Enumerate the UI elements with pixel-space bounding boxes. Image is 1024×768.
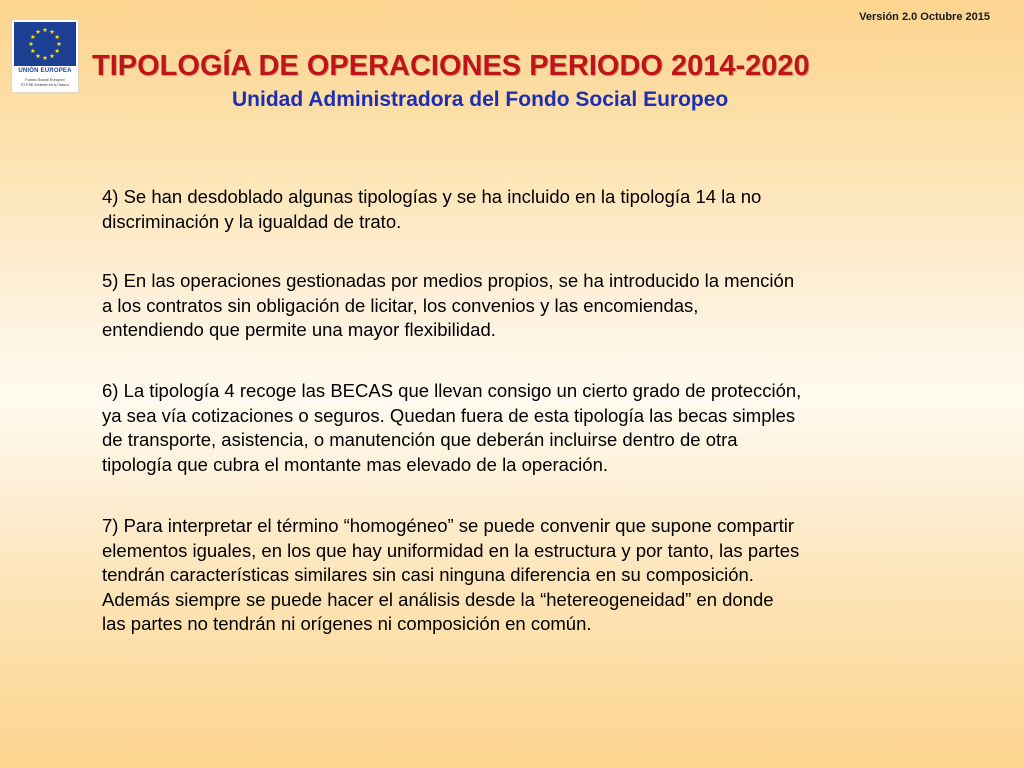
logo-subtitle-1: Fondo Social Europeo xyxy=(25,77,65,82)
logo-subtitle-2: El FSE invierte en tu futuro xyxy=(21,82,69,87)
paragraph-point-7: 7) Para interpretar el término “homogéneo” se puede convenir que supone compartir elementos iguales, en los que hay uniformidad en la estructura y por tanto, las partes tendrán características similares sin casi ninguna diferencia en su composición. Además siempre se puede hacer el análisis desde la “hetereogeneidad” en donde las partes no tendrán ni orígenes ni composición en común. xyxy=(102,515,800,634)
eu-flag-icon xyxy=(14,22,76,66)
version-label: Versión 2.0 Octubre 2015 xyxy=(859,11,990,23)
slide-subtitle: Unidad Administradora del Fondo Social Europeo xyxy=(232,88,729,111)
slide-title: TIPOLOGÍA DE OPERACIONES PERIODO 2014-2020 xyxy=(92,50,810,82)
eu-logo xyxy=(12,20,78,92)
paragraph-point-4: 4) Se han desdoblado algunas tipologías y se ha incluido en la tipología 14 la no discriminación y la igualdad de trato. xyxy=(102,186,762,232)
paragraph-point-5: 5) En las operaciones gestionadas por medios propios, se ha introducido la mención a los contratos sin obligación de licitar, los convenios y las encomiendas, entendiendo que permite una mayor flexibilidad. xyxy=(102,270,795,340)
logo-title: UNIÓN EUROPEA xyxy=(18,68,72,74)
paragraph-point-6: 6) La tipología 4 recoge las BECAS que llevan consigo un cierto grado de protección, ya sea vía cotizaciones o seguros. Quedan fuera de esta tipología las becas simples de transporte, asistencia, o manutención que deberán incluirse dentro de otra tipología que cubra el montante mas elevado de la operación. xyxy=(102,380,802,475)
